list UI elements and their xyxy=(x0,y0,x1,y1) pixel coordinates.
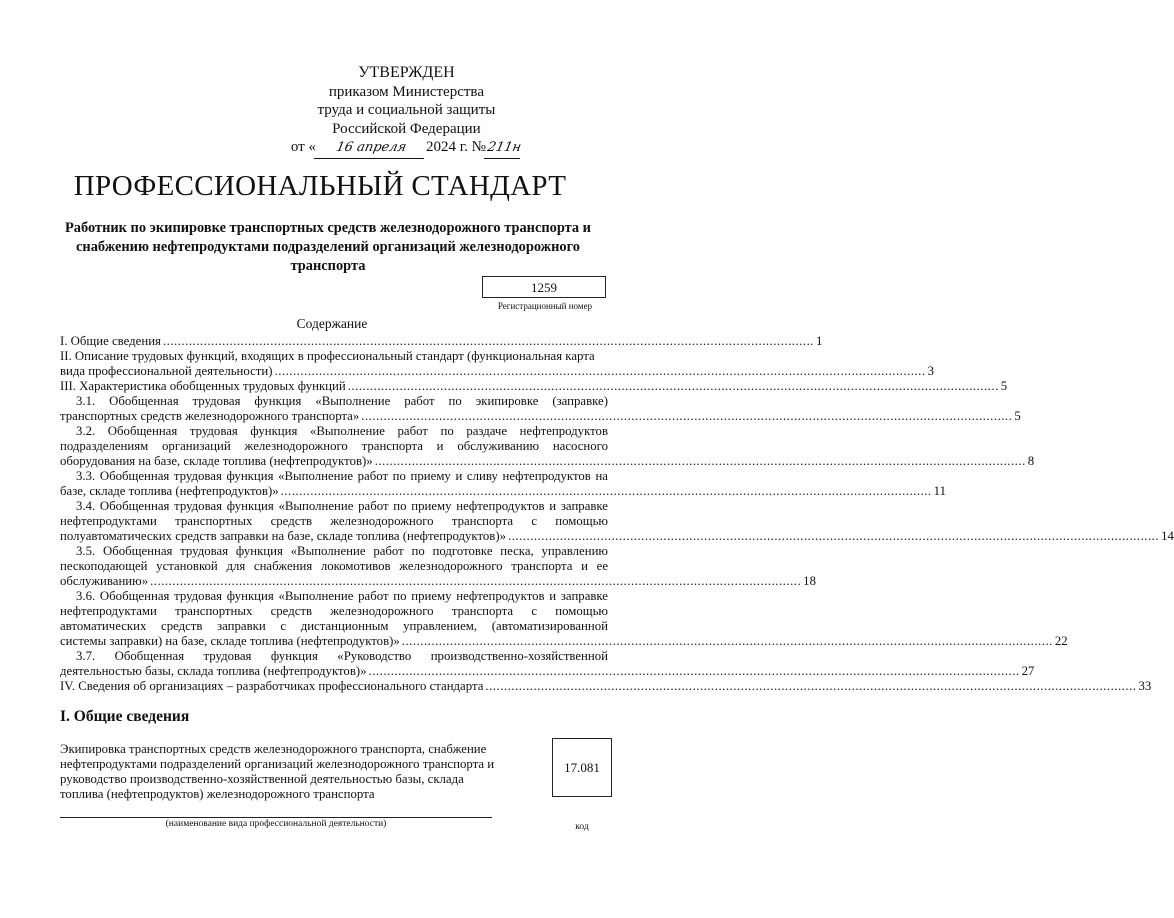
toc-page: 33 xyxy=(1138,679,1152,693)
toc-page: 3 xyxy=(927,364,934,378)
activity-code-box: 17.081 xyxy=(552,738,612,797)
approval-date-line xyxy=(291,138,522,159)
toc-page: 5 xyxy=(1000,379,1008,393)
activity-code-caption: код xyxy=(575,822,589,832)
activity-kind-underline xyxy=(60,817,492,818)
activity-kind-caption: (наименование вида профессиональной деятельности) xyxy=(165,819,387,829)
toc-page: 8 xyxy=(1027,454,1035,468)
handwritten-date: 16 апреля xyxy=(314,139,428,159)
toc-page: 27 xyxy=(1021,664,1035,678)
toc-leader: ................................................................................................................................................................................ xyxy=(368,664,1020,678)
toc-leader: ................................................................................................................................................................................ xyxy=(485,679,1137,693)
toc-leader: ................................................................................................................................................................................ xyxy=(374,454,1026,468)
toc-leader: ................................................................................................................................................................................ xyxy=(150,574,802,588)
date-prefix: от « xyxy=(290,139,316,155)
contents-heading: Содержание xyxy=(296,316,368,331)
toc-page: 14 xyxy=(1161,529,1174,543)
document-subtitle: Работник по экипировке транспортных средств железнодорожного транспорта и снабжению нефтепродуктами подразделений организаций железнодорожного транспорта xyxy=(65,220,591,274)
toc-item[interactable]: 3.2. Обобщенная трудовая функция «Выполнение работ по раздаче нефтепродуктов подразделениям организаций железнодорожного транспорта и обслуживанию насосного оборудования на базе, складе топлива (нефтепродуктов)» ................................................................................................................................................................................ 8 xyxy=(60,424,1035,468)
toc-leader: ................................................................................................................................................................................ xyxy=(401,634,1053,648)
document-title: ПРОФЕССИОНАЛЬНЫЙ СТАНДАРТ xyxy=(73,170,567,202)
registration-number-box: 1259 xyxy=(482,276,606,298)
toc-leader: ................................................................................................................................................................................ xyxy=(508,529,1160,543)
approval-line: труда и социальной защиты xyxy=(317,102,496,118)
registration-number-label: Регистрационный номер xyxy=(497,301,593,311)
toc-item[interactable]: I. Общие сведения ................................................................................................................................................................................ 1 xyxy=(60,334,823,348)
toc-leader: ................................................................................................................................................................................ xyxy=(280,484,932,498)
toc-item[interactable]: 3.4. Обобщенная трудовая функция «Выполнение работ по приему нефтепродуктов и заправке нефтепродуктами транспортных средств железнодорожного транспорта с помощью полуавтоматических средств заправки на базе, складе топлива (нефтепродуктов)» ................................................................................................................................................................................ 14 xyxy=(60,499,1174,543)
toc-page: 18 xyxy=(803,574,816,588)
approval-block xyxy=(291,64,522,159)
section-title: I. Общие сведения xyxy=(60,708,190,725)
toc-page: 1 xyxy=(816,334,823,348)
toc-item[interactable]: II. Описание трудовых функций, входящих в профессиональный стандарт (функциональная карта вида профессиональной деятельности) ................................................................................................................................................................................ 3 xyxy=(60,349,934,378)
toc-item[interactable]: 3.3. Обобщенная трудовая функция «Выполнение работ по приему и сливу нефтепродуктов на базе, складе топлива (нефтепродуктов)» ................................................................................................................................................................................ 11 xyxy=(60,469,946,498)
approval-line: приказом Министерства xyxy=(328,83,484,100)
toc-item[interactable]: 3.6. Обобщенная трудовая функция «Выполнение работ по приему нефтепродуктов и заправке нефтепродуктами транспортных средств железнодорожного транспорта с помощью автоматических средств заправки с дистанционным управлением, (автоматизированной системы заправки) на базе, складе топлива (нефтепродуктов)» ................................................................................................................................................................................ 22 xyxy=(60,589,1068,648)
toc-item[interactable]: 3.7. Обобщенная трудовая функция «Руководство производственно-хозяйственной деятельностью базы, склада топлива (нефтепродуктов)» ................................................................................................................................................................................ 27 xyxy=(60,649,1035,678)
toc-item[interactable]: 3.5. Обобщенная трудовая функция «Выполнение работ по подготовке песка, управлению пескоподающей установкой для снабжения локомотивов железнодорожного транспорта и ее обслуживанию» ................................................................................................................................................................................ 18 xyxy=(60,544,816,588)
toc-item[interactable]: IV. Сведения об организациях – разработчиках профессионального стандарта ................................................................................................................................................................................ 33 xyxy=(60,679,1152,693)
handwritten-order-number: 211н xyxy=(484,139,524,159)
toc-leader: ................................................................................................................................................................................ xyxy=(274,364,926,378)
toc-item[interactable]: III. Характеристика обобщенных трудовых функций ................................................................................................................................................................................ 5 xyxy=(60,379,1008,393)
toc-leader: ................................................................................................................................................................................ xyxy=(361,409,1013,423)
date-suffix: 2024 г. № xyxy=(425,139,486,155)
toc-page: 11 xyxy=(933,484,946,498)
approval-line: Российской Федерации xyxy=(332,120,481,137)
table-of-contents xyxy=(60,334,1174,694)
toc-leader: ................................................................................................................................................................................ xyxy=(347,379,999,393)
toc-leader: ................................................................................................................................................................................ xyxy=(162,334,814,348)
approval-title: УТВЕРЖДЕН xyxy=(358,64,455,81)
toc-page: 22 xyxy=(1054,634,1068,648)
toc-item[interactable]: 3.1. Обобщенная трудовая функция «Выполнение работ по экипировке (заправке) транспортных средств железнодорожного транспорта» ................................................................................................................................................................................ 5 xyxy=(60,394,1021,423)
activity-kind-text: Экипировка транспортных средств железнодорожного транспорта, снабжение нефтепродуктами подразделений организаций железнодорожного транспорта и руководство производственно-хозяйственной деятельностью базы, склада топлива (нефтепродуктов) железнодорожного транспорта xyxy=(60,742,495,801)
toc-page: 5 xyxy=(1014,409,1021,423)
